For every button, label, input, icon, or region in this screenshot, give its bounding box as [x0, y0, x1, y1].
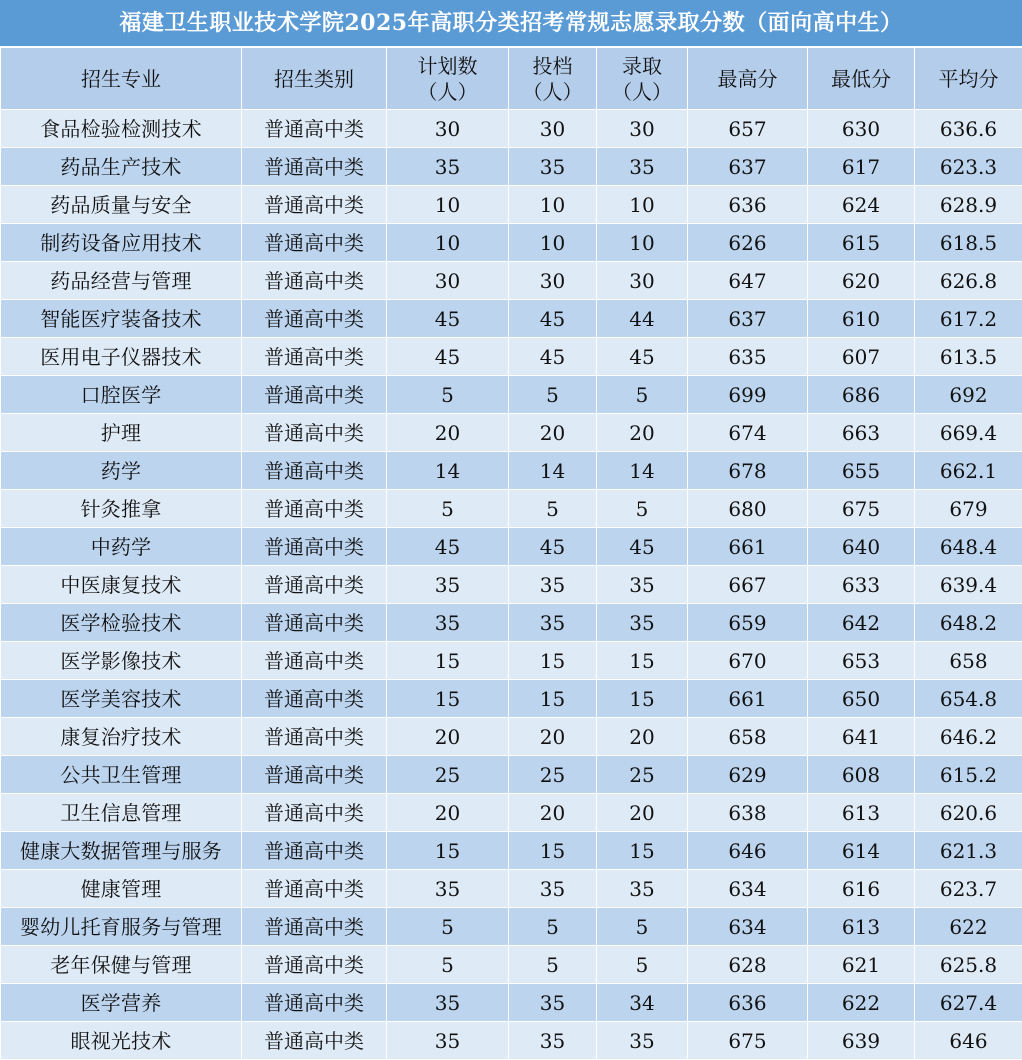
cell-major: 医学检验技术	[1, 604, 242, 642]
cell-plan: 10	[387, 224, 509, 262]
cell-avg: 639.4	[915, 566, 1022, 604]
cell-avg: 613.5	[915, 338, 1022, 376]
cell-max: 635	[688, 338, 808, 376]
table-row	[1, 262, 1022, 300]
cell-avg: 615.2	[915, 756, 1022, 794]
cell-submitted: 35	[509, 604, 597, 642]
cell-major: 医学美容技术	[1, 680, 242, 718]
cell-plan: 35	[387, 1022, 509, 1060]
cell-min: 613	[808, 794, 915, 832]
table-row	[1, 376, 1022, 414]
cell-plan: 35	[387, 984, 509, 1022]
cell-max: 637	[688, 300, 808, 338]
cell-min: 641	[808, 718, 915, 756]
cell-category: 普通高中类	[242, 908, 387, 946]
cell-category: 普通高中类	[242, 528, 387, 566]
cell-category: 普通高中类	[242, 946, 387, 984]
header-admitted-count: 录取 （人）	[597, 48, 688, 110]
cell-plan: 5	[387, 490, 509, 528]
cell-admitted: 14	[597, 452, 688, 490]
cell-submitted: 5	[509, 908, 597, 946]
cell-major: 制药设备应用技术	[1, 224, 242, 262]
cell-admitted: 35	[597, 870, 688, 908]
table-row	[1, 680, 1022, 718]
cell-min: 655	[808, 452, 915, 490]
cell-admitted: 15	[597, 680, 688, 718]
cell-max: 670	[688, 642, 808, 680]
cell-max: 658	[688, 718, 808, 756]
table-row	[1, 566, 1022, 604]
cell-avg: 623.3	[915, 148, 1022, 186]
cell-min: 663	[808, 414, 915, 452]
cell-major: 卫生信息管理	[1, 794, 242, 832]
table-row	[1, 718, 1022, 756]
cell-major: 老年保健与管理	[1, 946, 242, 984]
cell-major: 食品检验检测技术	[1, 110, 242, 148]
header-plan-count: 计划数 （人）	[387, 48, 509, 110]
cell-avg: 623.7	[915, 870, 1022, 908]
cell-category: 普通高中类	[242, 490, 387, 528]
cell-avg: 646.2	[915, 718, 1022, 756]
cell-plan: 45	[387, 300, 509, 338]
table-row	[1, 794, 1022, 832]
cell-submitted: 30	[509, 262, 597, 300]
cell-min: 608	[808, 756, 915, 794]
cell-max: 657	[688, 110, 808, 148]
cell-max: 674	[688, 414, 808, 452]
cell-major: 健康管理	[1, 870, 242, 908]
cell-category: 普通高中类	[242, 984, 387, 1022]
cell-submitted: 5	[509, 490, 597, 528]
cell-category: 普通高中类	[242, 376, 387, 414]
cell-min: 607	[808, 338, 915, 376]
cell-max: 667	[688, 566, 808, 604]
cell-plan: 5	[387, 946, 509, 984]
cell-avg: 636.6	[915, 110, 1022, 148]
cell-submitted: 15	[509, 680, 597, 718]
table-row	[1, 148, 1022, 186]
cell-avg: 622	[915, 908, 1022, 946]
table-row	[1, 490, 1022, 528]
cell-major: 健康大数据管理与服务	[1, 832, 242, 870]
cell-category: 普通高中类	[242, 414, 387, 452]
cell-max: 675	[688, 1022, 808, 1060]
cell-submitted: 14	[509, 452, 597, 490]
cell-category: 普通高中类	[242, 718, 387, 756]
cell-max: 636	[688, 984, 808, 1022]
cell-min: 615	[808, 224, 915, 262]
cell-submitted: 25	[509, 756, 597, 794]
cell-max: 659	[688, 604, 808, 642]
cell-admitted: 35	[597, 1022, 688, 1060]
cell-min: 620	[808, 262, 915, 300]
cell-category: 普通高中类	[242, 262, 387, 300]
table-row	[1, 642, 1022, 680]
cell-max: 626	[688, 224, 808, 262]
cell-category: 普通高中类	[242, 338, 387, 376]
header-row	[1, 48, 1022, 110]
cell-plan: 14	[387, 452, 509, 490]
cell-category: 普通高中类	[242, 224, 387, 262]
cell-admitted: 34	[597, 984, 688, 1022]
cell-major: 中医康复技术	[1, 566, 242, 604]
cell-admitted: 30	[597, 110, 688, 148]
cell-max: 636	[688, 186, 808, 224]
cell-max: 661	[688, 680, 808, 718]
cell-min: 639	[808, 1022, 915, 1060]
cell-max: 646	[688, 832, 808, 870]
cell-avg: 628.9	[915, 186, 1022, 224]
cell-max: 647	[688, 262, 808, 300]
cell-category: 普通高中类	[242, 186, 387, 224]
cell-max: 680	[688, 490, 808, 528]
cell-submitted: 15	[509, 832, 597, 870]
cell-admitted: 35	[597, 604, 688, 642]
cell-avg: 662.1	[915, 452, 1022, 490]
cell-category: 普通高中类	[242, 1022, 387, 1060]
cell-category: 普通高中类	[242, 452, 387, 490]
table-row	[1, 908, 1022, 946]
cell-plan: 20	[387, 718, 509, 756]
cell-min: 675	[808, 490, 915, 528]
cell-major: 智能医疗装备技术	[1, 300, 242, 338]
table-row	[1, 338, 1022, 376]
cell-avg: 617.2	[915, 300, 1022, 338]
cell-major: 医学营养	[1, 984, 242, 1022]
table-title: 福建卫生职业技术学院2025年高职分类招考常规志愿录取分数（面向高中生）	[0, 0, 1022, 47]
cell-major: 药品质量与安全	[1, 186, 242, 224]
cell-admitted: 5	[597, 490, 688, 528]
cell-submitted: 35	[509, 566, 597, 604]
table-row	[1, 186, 1022, 224]
cell-admitted: 10	[597, 186, 688, 224]
cell-major: 药品生产技术	[1, 148, 242, 186]
table-row	[1, 224, 1022, 262]
cell-plan: 45	[387, 528, 509, 566]
cell-major: 医用电子仪器技术	[1, 338, 242, 376]
table-row	[1, 604, 1022, 642]
cell-plan: 45	[387, 338, 509, 376]
cell-admitted: 5	[597, 908, 688, 946]
cell-max: 628	[688, 946, 808, 984]
table-row	[1, 300, 1022, 338]
cell-avg: 648.2	[915, 604, 1022, 642]
cell-plan: 15	[387, 680, 509, 718]
table-body	[1, 110, 1022, 1060]
header-major: 招生专业	[1, 48, 242, 110]
cell-category: 普通高中类	[242, 756, 387, 794]
cell-major: 康复治疗技术	[1, 718, 242, 756]
header-submitted-count: 投档 （人）	[509, 48, 597, 110]
cell-category: 普通高中类	[242, 642, 387, 680]
cell-plan: 35	[387, 566, 509, 604]
cell-plan: 35	[387, 148, 509, 186]
cell-admitted: 44	[597, 300, 688, 338]
cell-submitted: 15	[509, 642, 597, 680]
cell-admitted: 10	[597, 224, 688, 262]
cell-plan: 5	[387, 376, 509, 414]
cell-min: 633	[808, 566, 915, 604]
cell-max: 634	[688, 908, 808, 946]
cell-plan: 15	[387, 832, 509, 870]
cell-admitted: 45	[597, 528, 688, 566]
cell-admitted: 30	[597, 262, 688, 300]
cell-min: 653	[808, 642, 915, 680]
cell-avg: 618.5	[915, 224, 1022, 262]
cell-admitted: 20	[597, 414, 688, 452]
cell-min: 642	[808, 604, 915, 642]
cell-plan: 20	[387, 794, 509, 832]
cell-major: 药品经营与管理	[1, 262, 242, 300]
cell-admitted: 5	[597, 376, 688, 414]
cell-major: 婴幼儿托育服务与管理	[1, 908, 242, 946]
cell-category: 普通高中类	[242, 794, 387, 832]
cell-avg: 627.4	[915, 984, 1022, 1022]
cell-min: 630	[808, 110, 915, 148]
cell-submitted: 45	[509, 338, 597, 376]
cell-submitted: 5	[509, 946, 597, 984]
cell-plan: 30	[387, 262, 509, 300]
cell-plan: 20	[387, 414, 509, 452]
cell-avg: 620.6	[915, 794, 1022, 832]
table-row	[1, 452, 1022, 490]
cell-admitted: 45	[597, 338, 688, 376]
cell-max: 629	[688, 756, 808, 794]
cell-submitted: 20	[509, 794, 597, 832]
cell-admitted: 15	[597, 642, 688, 680]
table-row	[1, 110, 1022, 148]
table-row	[1, 832, 1022, 870]
cell-submitted: 5	[509, 376, 597, 414]
cell-admitted: 35	[597, 566, 688, 604]
cell-admitted: 15	[597, 832, 688, 870]
cell-avg: 658	[915, 642, 1022, 680]
cell-submitted: 10	[509, 224, 597, 262]
cell-avg: 654.8	[915, 680, 1022, 718]
cell-max: 638	[688, 794, 808, 832]
cell-major: 公共卫生管理	[1, 756, 242, 794]
cell-submitted: 35	[509, 1022, 597, 1060]
cell-category: 普通高中类	[242, 870, 387, 908]
cell-major: 中药学	[1, 528, 242, 566]
table-row	[1, 756, 1022, 794]
header-min-score: 最低分	[808, 48, 915, 110]
cell-avg: 621.3	[915, 832, 1022, 870]
cell-major: 眼视光技术	[1, 1022, 242, 1060]
header-max-score: 最高分	[688, 48, 808, 110]
cell-avg: 679	[915, 490, 1022, 528]
cell-plan: 15	[387, 642, 509, 680]
cell-plan: 35	[387, 870, 509, 908]
cell-max: 634	[688, 870, 808, 908]
header-category: 招生类别	[242, 48, 387, 110]
table-row	[1, 984, 1022, 1022]
cell-submitted: 45	[509, 528, 597, 566]
cell-max: 661	[688, 528, 808, 566]
cell-admitted: 25	[597, 756, 688, 794]
cell-min: 650	[808, 680, 915, 718]
cell-category: 普通高中类	[242, 832, 387, 870]
cell-min: 622	[808, 984, 915, 1022]
table-header	[1, 48, 1022, 110]
cell-major: 口腔医学	[1, 376, 242, 414]
cell-min: 613	[808, 908, 915, 946]
cell-category: 普通高中类	[242, 300, 387, 338]
cell-submitted: 30	[509, 110, 597, 148]
cell-plan: 25	[387, 756, 509, 794]
header-avg-score: 平均分	[915, 48, 1022, 110]
admission-score-table	[0, 47, 1022, 1060]
cell-category: 普通高中类	[242, 604, 387, 642]
cell-submitted: 35	[509, 984, 597, 1022]
cell-min: 616	[808, 870, 915, 908]
cell-submitted: 45	[509, 300, 597, 338]
cell-plan: 5	[387, 908, 509, 946]
cell-max: 699	[688, 376, 808, 414]
cell-min: 610	[808, 300, 915, 338]
cell-admitted: 5	[597, 946, 688, 984]
cell-admitted: 20	[597, 794, 688, 832]
cell-category: 普通高中类	[242, 680, 387, 718]
table-row	[1, 414, 1022, 452]
cell-avg: 625.8	[915, 946, 1022, 984]
cell-submitted: 20	[509, 718, 597, 756]
cell-category: 普通高中类	[242, 148, 387, 186]
cell-avg: 648.4	[915, 528, 1022, 566]
cell-min: 624	[808, 186, 915, 224]
cell-submitted: 35	[509, 870, 597, 908]
cell-category: 普通高中类	[242, 566, 387, 604]
table-row	[1, 870, 1022, 908]
cell-plan: 35	[387, 604, 509, 642]
cell-category: 普通高中类	[242, 110, 387, 148]
cell-major: 针灸推拿	[1, 490, 242, 528]
cell-submitted: 10	[509, 186, 597, 224]
cell-min: 686	[808, 376, 915, 414]
cell-min: 621	[808, 946, 915, 984]
cell-major: 护理	[1, 414, 242, 452]
table-row	[1, 946, 1022, 984]
cell-min: 617	[808, 148, 915, 186]
cell-avg: 669.4	[915, 414, 1022, 452]
cell-avg: 692	[915, 376, 1022, 414]
cell-major: 药学	[1, 452, 242, 490]
cell-max: 637	[688, 148, 808, 186]
cell-plan: 30	[387, 110, 509, 148]
cell-plan: 10	[387, 186, 509, 224]
cell-max: 678	[688, 452, 808, 490]
cell-major: 医学影像技术	[1, 642, 242, 680]
cell-admitted: 20	[597, 718, 688, 756]
table-row	[1, 1022, 1022, 1060]
cell-min: 640	[808, 528, 915, 566]
cell-avg: 646	[915, 1022, 1022, 1060]
cell-admitted: 35	[597, 148, 688, 186]
cell-min: 614	[808, 832, 915, 870]
table-row	[1, 528, 1022, 566]
cell-submitted: 35	[509, 148, 597, 186]
cell-submitted: 20	[509, 414, 597, 452]
cell-avg: 626.8	[915, 262, 1022, 300]
